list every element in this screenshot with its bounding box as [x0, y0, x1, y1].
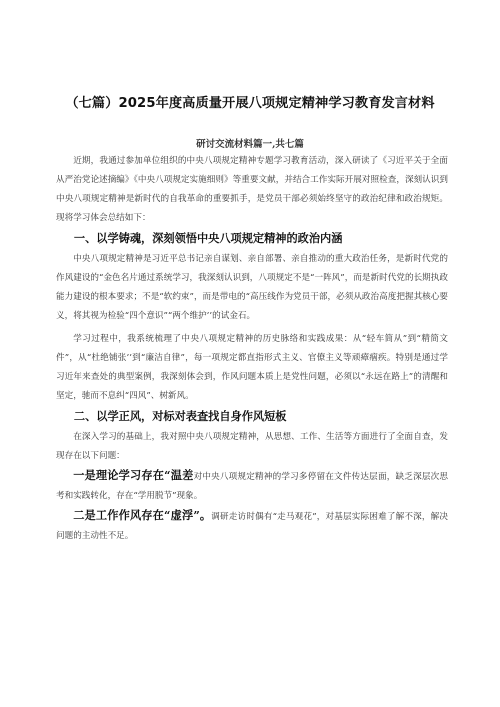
item-2-text: 调研走访时偶有“走马观花”，对基层实际困难了解不深，解决问题的主动性不足。	[56, 512, 448, 541]
section-2-heading: 二、以学正风，对标对表查找自身作风短板	[73, 410, 287, 423]
section-1-paragraph-2: 学习过程中，我系统梳理了中央八项规定精神的历史脉络和实践成果：从“轻车简从”到“精简文件”，从“杜绝铺张’’到“廉洁自律”，每一项规定都直指形式主义、官僚主义等顽瘴痼疾。特别是通过学习近年来查处的典型案例，我深刻体会到，作风问题本质上是党性问题，必须以“永远在路上”的清醒和坚定，驰而不息纠“四风”、树新风。	[56, 334, 448, 401]
item-1-text: 对中央八项规定精神的学习多停留在文件传达层面，缺乏深层次思考和实践转化，存在“学用脱节”现象。	[56, 472, 448, 501]
section-2-item-2	[56, 506, 448, 546]
document-subtitle: 研讨交流材料篇一,共七篇	[196, 139, 304, 150]
section-2-item-1	[56, 466, 448, 506]
item-2-lead: 二是工作作风存在“虚浮”。	[73, 508, 212, 522]
section-2-paragraph-1: 在深入学习的基础上，我对照中央八项规定精神，从思想、工作、生活等方面进行了全面自查，发现存在以下问题：	[56, 432, 448, 461]
item-1-lead: 一是理论学习存在“温差	[73, 468, 194, 482]
intro-paragraph: 近期，我通过参加单位组织的中央八项规定精神专题学习教育活动，深入研读了《习近平关于全面从严治党论述摘编》《中央八项规定实施细则》等重要文献，并结合工作实际开展对照检查，深刻认识到中央八项规定精神是新时代的自我革命的重要抓手，是党员干部必须始终坚守的政治纪律和政治规矩。现将学习体会总结如下：	[56, 156, 448, 223]
section-1-heading: 一、以学铸魂，深刻领悟中央八项规定精神的政治内涵	[73, 232, 343, 245]
section-1-paragraph-1: 中央八项规定精神是习近平总书记亲自谋划、亲自部署、亲自推动的重大政治任务，是新时代党的作风建设的“金色名片通过系统学习，我深刻认识到，八项规定不是“一阵风”，而是新时代党的长期执政能力建设的根本要求；不是“软约束”，而是带电的“高压线作为党员干部，必须从政治高度把握其核心要义，将其视为检验“四个意识”“两个维护’’的试金石。	[56, 254, 448, 321]
document-title: （七篇）2025年度高质量开展八项规定精神学习教育发言材料	[65, 96, 435, 111]
document-body	[56, 152, 448, 546]
